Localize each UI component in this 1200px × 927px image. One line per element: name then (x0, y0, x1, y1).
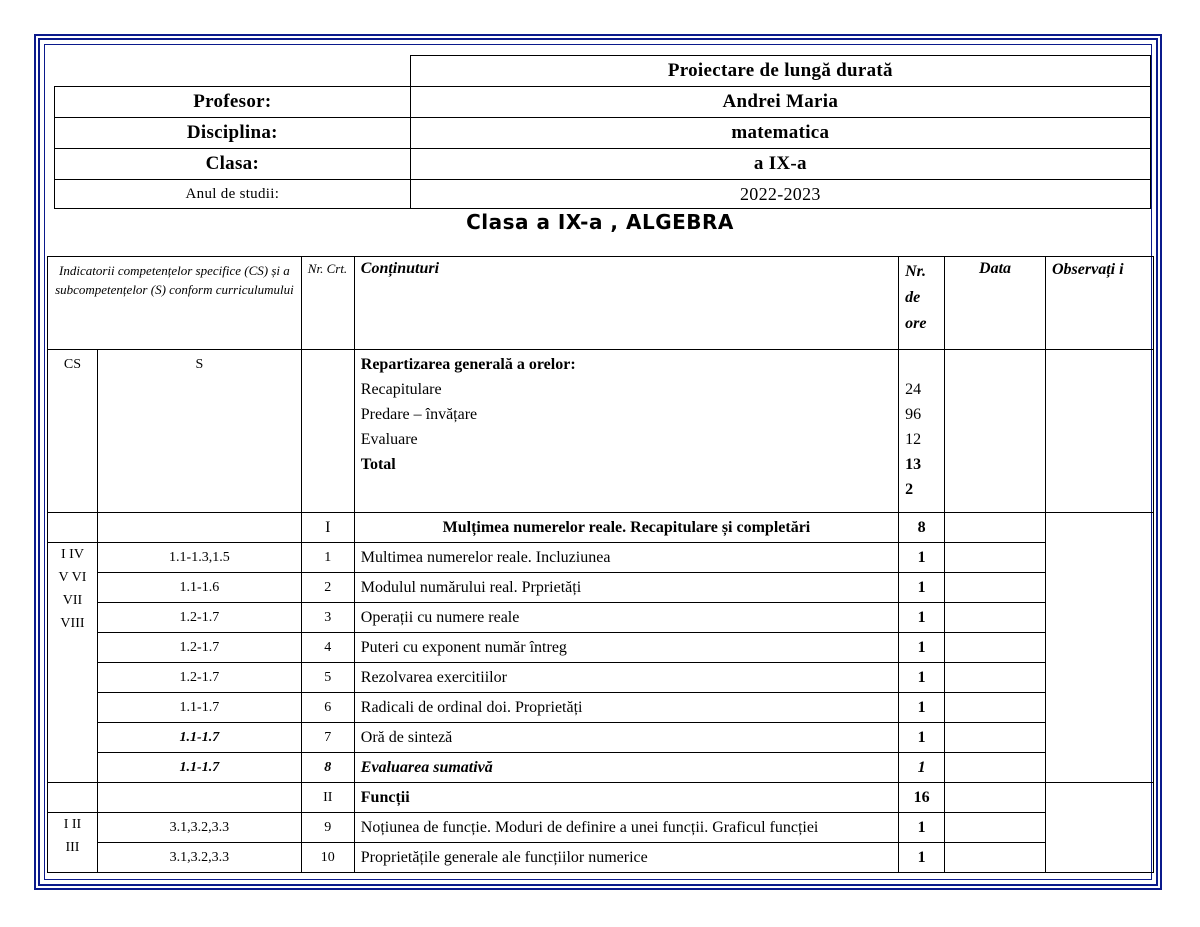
header-data: Data (945, 257, 1046, 350)
table-header-row (48, 257, 1154, 350)
cs-values: I II III (48, 813, 98, 873)
header-observatii: Observați i (1046, 257, 1154, 350)
table-row: 1.2-1.7 4 Puteri cu exponent număr întreg 1 (48, 633, 1154, 663)
document-title: Proiectare de lungă durată (410, 56, 1150, 87)
hours-value: 12 (905, 431, 922, 448)
section-number: I (301, 513, 354, 543)
repartizare-item: Evaluare (360, 431, 418, 448)
table-row: 1.1-1.7 7 Oră de sinteză 1 (48, 723, 1154, 753)
section-hours: 8 (899, 513, 945, 543)
study-year-label: Anul de studii: (55, 180, 411, 209)
repartizare-title: Repartizarea generală a orelor: (360, 356, 576, 373)
discipline-value: matematica (410, 118, 1150, 149)
cs-values: I IV V VI VII VIII (48, 543, 98, 783)
teacher-label: Profesor: (55, 87, 411, 118)
curriculum-table (47, 256, 1154, 873)
class-value: a IX-a (410, 149, 1150, 180)
header-nr-crt: Nr. Crt. (301, 257, 354, 350)
table-row: 1.1-1.6 2 Modulul numărului real. Prprietăți 1 (48, 573, 1154, 603)
study-year-value: 2022-2023 (410, 180, 1150, 209)
section-title: Mulțimea numerelor reale. Recapitulare și completări (354, 513, 898, 543)
s-label: S (97, 350, 301, 513)
teacher-value: Andrei Maria (410, 87, 1150, 118)
table-row: 1.1-1.7 8 Evaluarea sumativă 1 (48, 753, 1154, 783)
table-row: 1.1-1.7 6 Radicali de ordinal doi. Proprietăți 1 (48, 693, 1154, 723)
repartizare-hours-cell (899, 350, 945, 513)
table-row: 3.1,3.2,3.3 10 Proprietățile generale ale funcțiilor numerice 1 (48, 843, 1154, 873)
section-number: II (301, 783, 354, 813)
hours-value: 96 (905, 406, 922, 423)
cs-label: CS (48, 350, 98, 513)
section-row (48, 783, 1154, 813)
hours-value: 24 (905, 381, 922, 398)
header-content: Conținuturi (354, 257, 898, 350)
repartizare-cell (354, 350, 898, 513)
discipline-label: Disciplina: (55, 118, 411, 149)
table-row: 1.2-1.7 5 Rezolvarea exercitiilor 1 (48, 663, 1154, 693)
repartizare-total: Total (360, 456, 396, 473)
table-row: I IV V VI VII VIII 1.1-1.3,1.5 1 Multimea numerelor reale. Incluziunea 1 (48, 543, 1154, 573)
section-title: Funcții (354, 783, 898, 813)
section-subtitle: Clasa a IX-a , ALGEBRA (466, 210, 734, 234)
table-row: I II III 3.1,3.2,3.3 9 Noțiunea de funcție. Moduri de definire a unei funcții. Graficul funcției 1 (48, 813, 1154, 843)
repartizare-item: Predare – învățare (360, 406, 478, 423)
section-row (48, 513, 1154, 543)
class-label: Clasa: (55, 149, 411, 180)
repartizare-item: Recapitulare (360, 381, 442, 398)
header-indicators: Indicatorii competențelor specifice (CS) și a subcompetențelor (S) conform curriculumului (48, 257, 302, 350)
header-nr-ore: Nr. de ore (899, 257, 945, 350)
section-hours: 16 (899, 783, 945, 813)
header-table (54, 55, 1151, 209)
table-row: 1.2-1.7 3 Operații cu numere reale 1 (48, 603, 1154, 633)
hours-total: 13 2 (905, 456, 922, 498)
repartizare-row (48, 350, 1154, 513)
